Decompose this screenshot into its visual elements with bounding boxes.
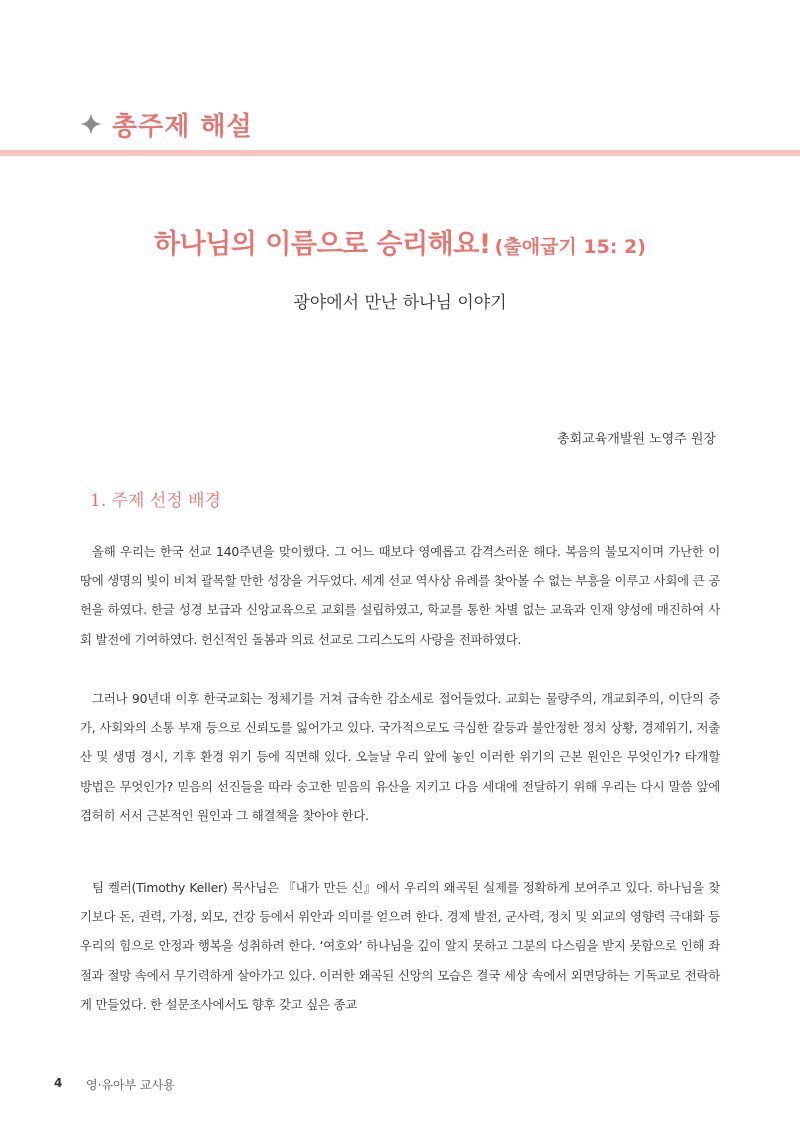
paragraph-text: 팀 켈러(Timothy Keller) 목사님은 『내가 만든 신』에서 우리의 왜곡된 실제를 정확하게 보여주고 있다. 하나님을 찾기보다 돈, 권력, 가정, 외모, 건강 등에서 위안과 의미를 얻으려 한다. 경제 발전, 군사력, 정치 및 외교의 영향력 극대화 등 우리의 힘으로 안정과 행복을 성취하려 한다. ‘여호와’ 하나님을 깊이 알지 못하고 그분의 다스림을 받지 못함으로 인해 좌절과 절망 속에서 무기력하게 살아가고 있다. 이러한 왜곡된 신앙의 모습은 결국 세상 속에서 외면당하는 기독교로 전락하게 만들었다. 한 설문조사에서도 향후 갖고 싶은 종교 <box>80 880 720 1012</box>
main-title-text: 하나님의 이름으로 승리해요! <box>154 229 491 260</box>
paragraph-text: 올해 우리는 한국 선교 140주년을 맞이했다. 그 어느 때보다 영예롭고 감격스러운 해다. 복음의 불모지이며 가난한 이 땅에 생명의 빛이 비쳐 괄목할 만한 성장을 거두었다. 세계 선교 역사상 유례를 찾아볼 수 없는 부흥을 이루고 사회에 큰 공헌을 하였다. 한글 성경 보급과 신앙교육으로 교회를 설립하였고, 학교를 통한 차별 없는 교육과 인재 양성에 매진하여 사회 발전에 기여하였다. 헌신적인 돌봄과 의료 선교로 그리스도의 사랑을 전파하였다. <box>80 544 720 647</box>
section-header-title: 총주제 해설 <box>112 111 253 142</box>
author-byline: 총회교육개발원 노영주 원장 <box>557 432 716 447</box>
section-header <box>80 104 253 144</box>
section-heading: 1. 주제 선정 배경 <box>90 491 221 511</box>
page-number: 4 <box>54 1076 63 1090</box>
main-title <box>0 222 800 261</box>
subtitle: 광야에서 만난 하나님 이야기 <box>293 293 507 313</box>
header-divider <box>0 150 800 156</box>
four-point-star-icon <box>80 113 102 135</box>
page-footer <box>0 1076 800 1096</box>
main-title-reference: (출애굽기 15: 2) <box>494 236 646 258</box>
paragraph-text: 그러나 90년대 이후 한국교회는 정체기를 거쳐 급속한 감소세로 접어들었다. 교회는 물량주의, 개교회주의, 이단의 증가, 사회와의 소통 부재 등으로 신뢰도를 잃어가고 있다. 국가적으로도 극심한 갈등과 불안정한 정치 상황, 경제위기, 저출산 및 생명 경시, 기후 환경 위기 등에 직면해 있다. 오늘날 우리 앞에 놓인 이러한 위기의 근본 원인은 무엇인가? 타개할 방법은 무엇인가? 믿음의 선진들을 따라 숭고한 믿음의 유산을 지키고 다음 세대에 전달하기 위해 우리는 다시 말씀 앞에 겸허히 서서 근본적인 원인과 그 해결책을 찾아야 한다. <box>80 691 720 823</box>
body-paragraph-1 <box>80 537 720 654</box>
body-paragraph-3 <box>80 873 720 1019</box>
footer-label: 영·유아부 교사용 <box>86 1078 175 1092</box>
body-paragraph-2 <box>80 684 720 830</box>
